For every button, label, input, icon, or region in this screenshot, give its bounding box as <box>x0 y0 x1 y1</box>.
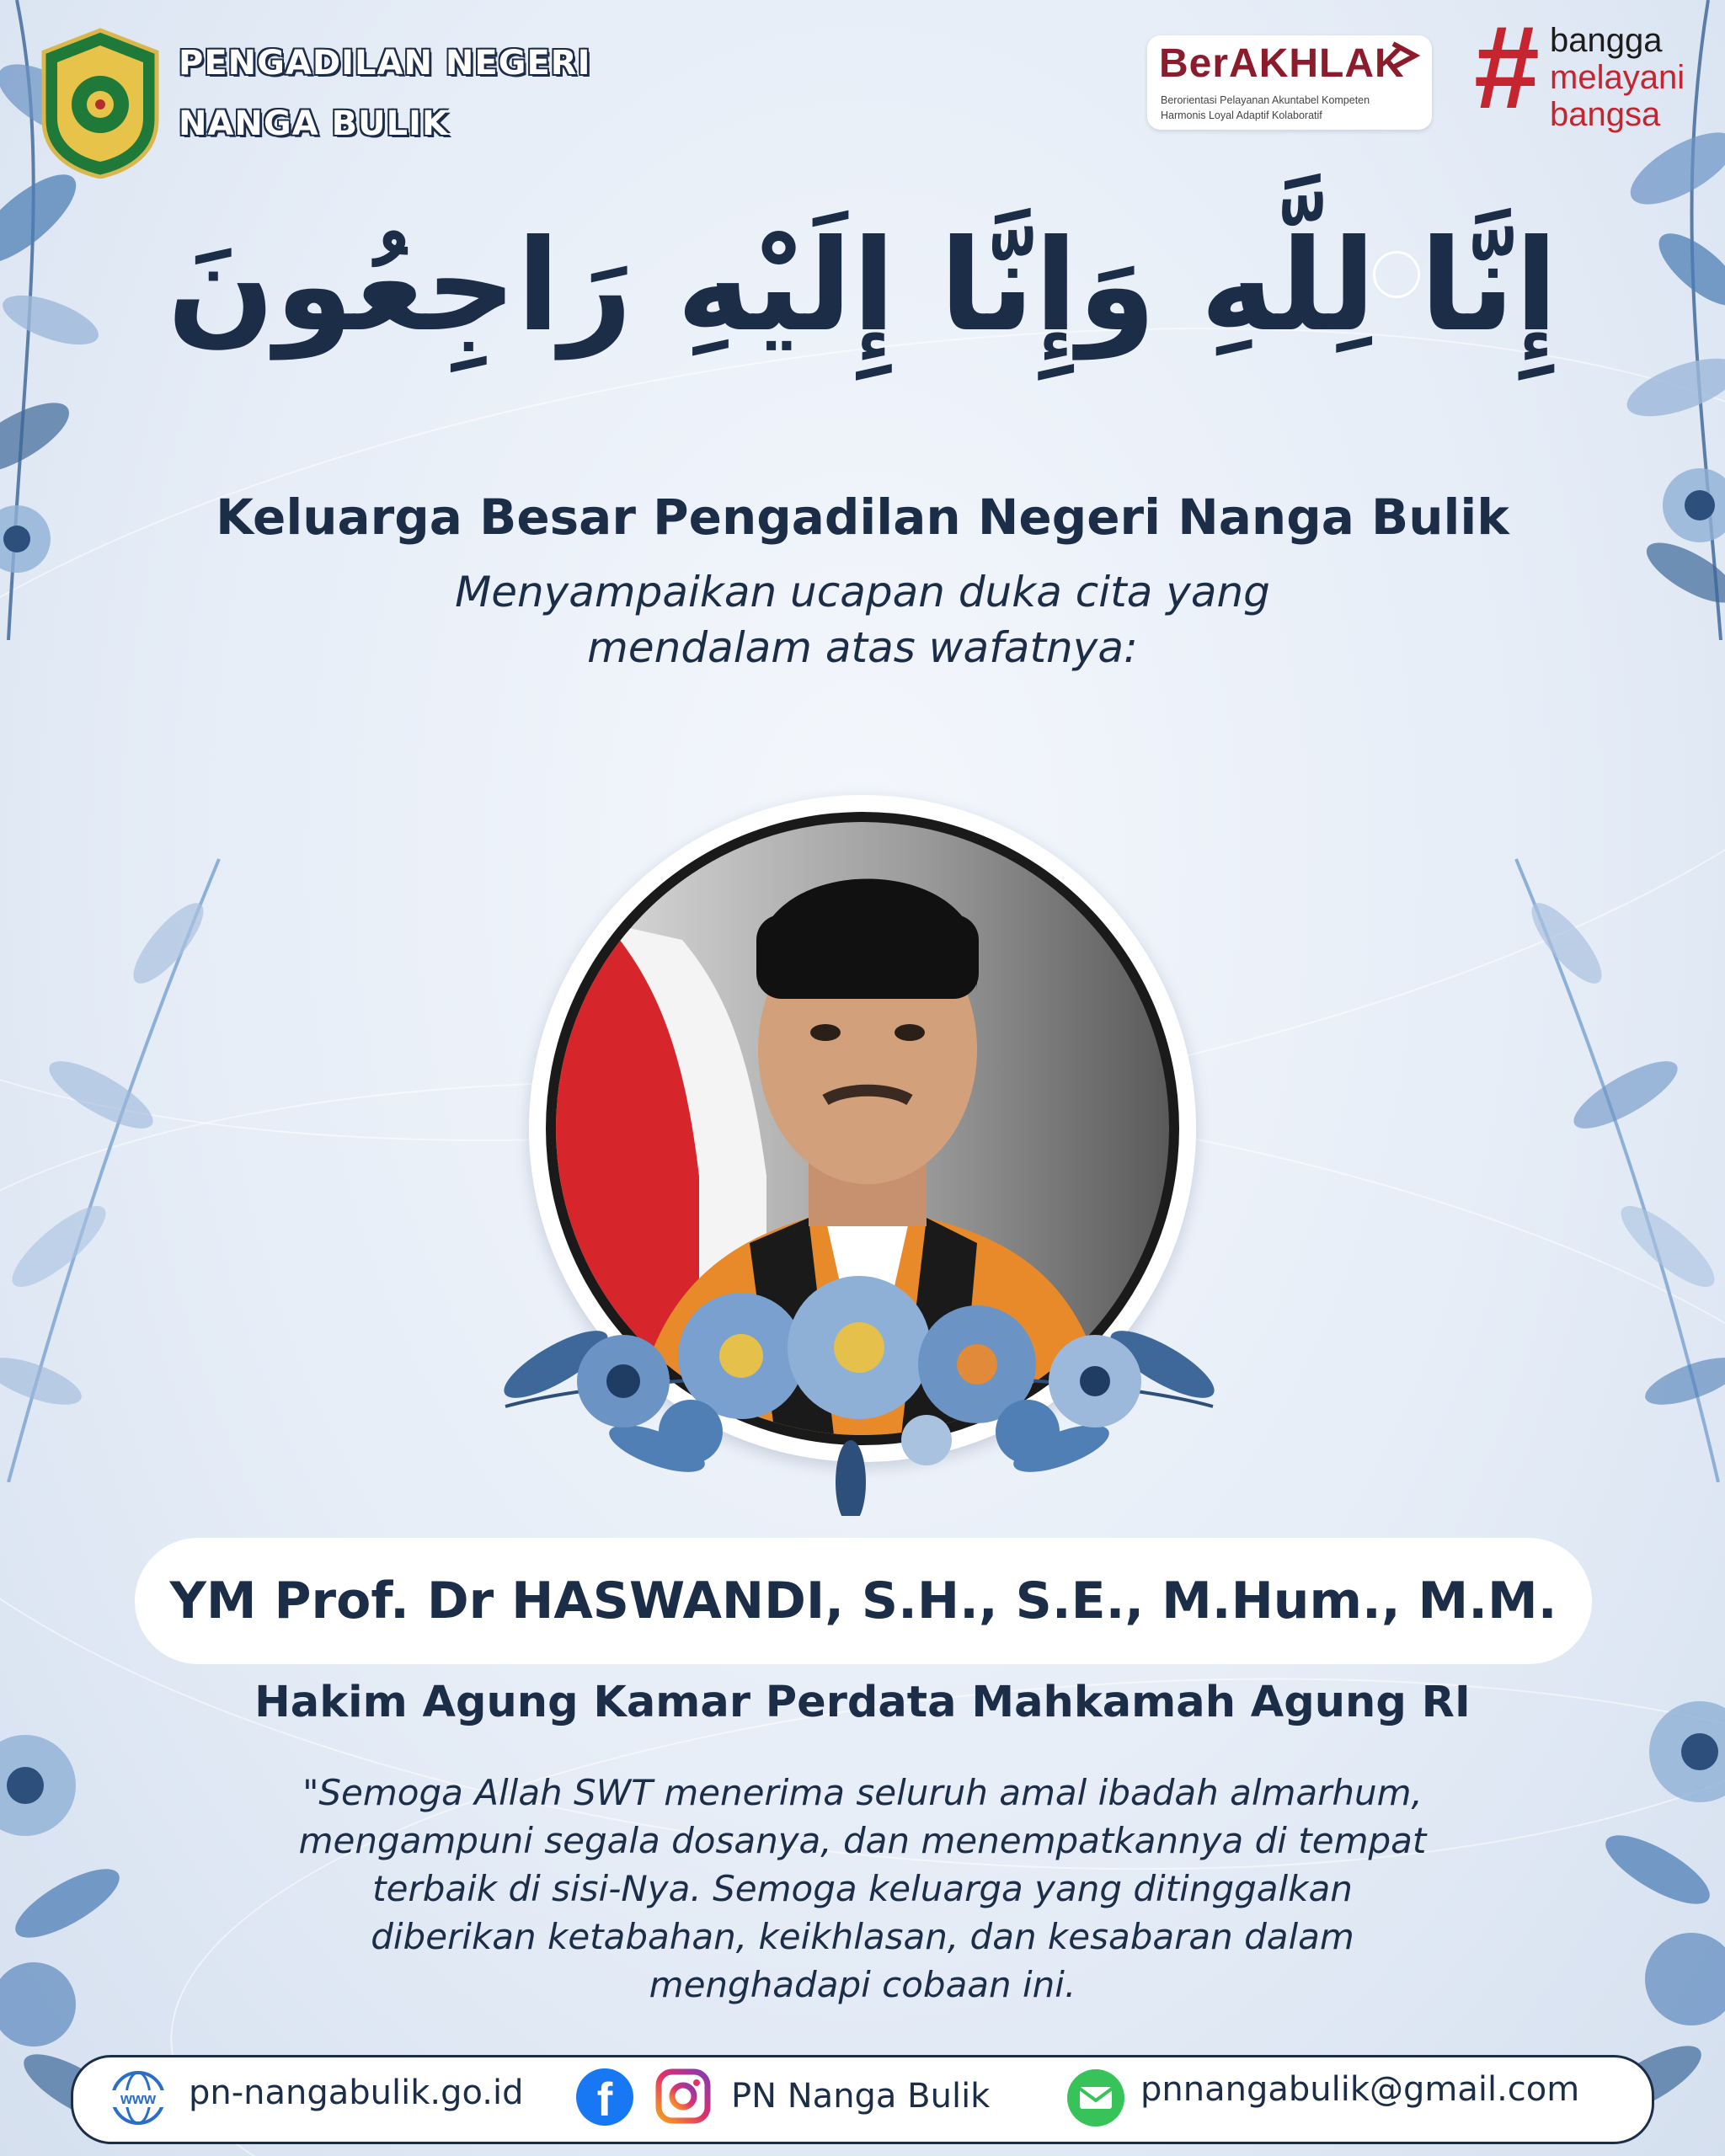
www-label: www <box>120 2090 157 2107</box>
melayani-word: melayani <box>1550 59 1685 96</box>
flower-arrangement <box>489 1196 1230 1516</box>
hashtag-icon: # <box>1474 1 1540 133</box>
globe-icon <box>104 2068 172 2127</box>
berakhlak-tagline-2: Harmonis Loyal Adaptif Kolaboratif <box>1161 109 1322 121</box>
leaf-branch-left <box>0 842 236 1482</box>
deceased-name: YM Prof. Dr HASWANDI, S.H., S.E., M.Hum., M.M. <box>169 1572 1557 1630</box>
social-handle[interactable]: PN Nanga Bulik <box>731 2077 991 2116</box>
berakhlak-brand: BerAKHLAK <box>1159 41 1405 86</box>
prayer-line: mengampuni segala dosanya, dan menempatkannya di tempat <box>298 1820 1427 1861</box>
bangsa-word: bangsa <box>1550 96 1661 133</box>
instagram-icon[interactable] <box>655 2068 711 2124</box>
facebook-icon[interactable] <box>576 2068 633 2126</box>
prayer-text <box>185 1769 1540 2009</box>
email-address[interactable]: pnnangabulik@gmail.com <box>1140 2070 1580 2109</box>
subheadline-line1: Menyampaikan ucapan duka cita yang <box>455 568 1270 616</box>
berakhlak-tagline-1: Berorientasi Pelayanan Akuntabel Kompeten <box>1161 94 1370 106</box>
subheadline-line2: mendalam atas wafatnya: <box>587 623 1138 672</box>
prayer-line: diberikan ketabahan, keikhlasan, dan kesabaran dalam <box>371 1916 1354 1957</box>
chevron-right-icon <box>1386 39 1423 76</box>
bangga-melayani-bangsa-logo <box>1474 1 1685 133</box>
arabic-calligraphy: إِنَّا لِلَّهِ وَإِنَّا إِلَيْهِ رَاجِعُونَ <box>167 213 1558 360</box>
prayer-line: menghadapi cobaan ini. <box>649 1964 1076 2005</box>
deceased-position: Hakim Agung Kamar Perdata Mahkamah Agung RI <box>254 1678 1471 1727</box>
bangga-word: bangga <box>1550 22 1663 59</box>
email-icon[interactable] <box>1066 2068 1125 2127</box>
prayer-line: "Semoga Allah SWT menerima seluruh amal ibadah almarhum, <box>302 1772 1423 1813</box>
facebook-letter: f <box>596 2073 613 2126</box>
prayer-line: terbaik di sisi-Nya. Semoga keluarga yang ditinggalkan <box>372 1868 1353 1909</box>
court-emblem-logo <box>37 27 163 179</box>
institution-name-line1: PENGADILAN NEGERI <box>179 44 591 83</box>
berakhlak-logo <box>1147 35 1432 130</box>
leaf-branch-right <box>1499 842 1725 1482</box>
website-link[interactable]: pn-nangabulik.go.id <box>189 2073 524 2112</box>
institution-name-line2: NANGA BULIK <box>179 104 449 143</box>
page-headline: Keluarga Besar Pengadilan Negeri Nanga Bulik <box>216 488 1509 546</box>
